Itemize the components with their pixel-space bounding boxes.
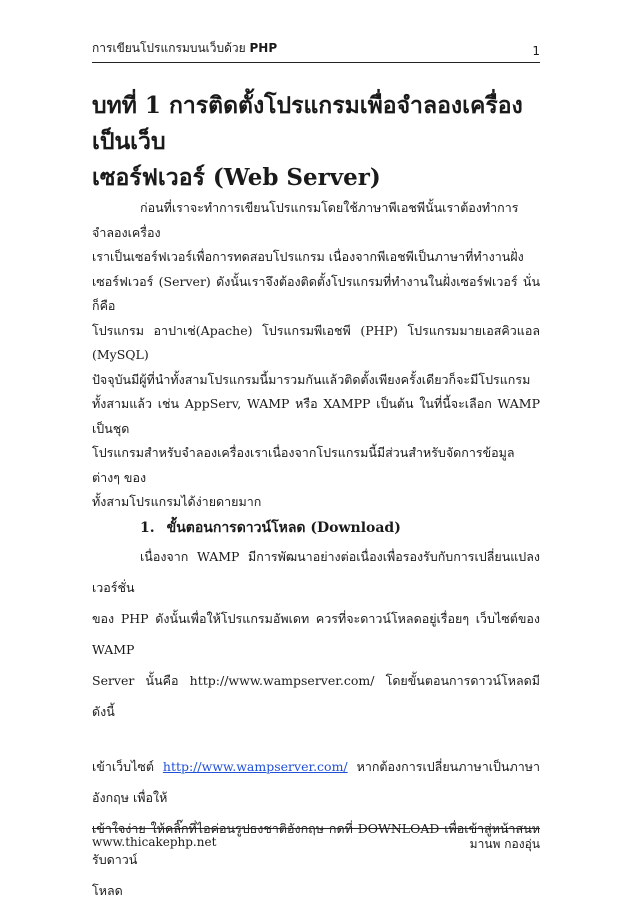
page-content [92,88,540,906]
footer-website: www.thicakephp.net [92,835,217,849]
intro-line: ปัจจุบันมีผู้ที่นำทั้งสามโปรแกรมนี้มารวมกันแล้วติดตั้งเพียงครั้งเดียวก็จะมีโปรแกรม [92,371,531,387]
spacer [92,727,540,751]
wampserver-link[interactable]: http://www.wampserver.com/ [162,758,348,774]
header-title-prefix: การเขียนโปรแกรมบนเว็บด้วย [92,41,250,55]
instructions-suffix: หากต้องการเปลี่ยนภาษาเป็นภาษาอังกฤษ เพื่อให้ [92,758,540,805]
intro-line: ก่อนที่เราจะทำการเขียนโปรแกรมโดยใช้ภาษาพีเอชพีนั้นเราต้องทำการจำลองเครื่อง [92,200,519,240]
intro-line: ทั้งสามโปรแกรมได้ง่ายดายมาก [92,494,262,509]
instructions-line-2: เข้าใจง่าย ให้คลิ๊กที่ไอค่อนรูปธงชาติอังกฤษ กดที่ DOWNLOAD เพื่อเข้าสู่หน้าสนหรับดาวน์ [92,820,540,867]
section-number: 1. [140,519,155,536]
intro-line: ทั้งสามแล้ว เช่น AppServ, WAMP หรือ XAMPP เป็นต้น ในที่นี้จะเลือก WAMP เป็นชุด [92,396,540,436]
section1-line: Server นั้นคือ http://www.wampserver.com/ โดยขั้นตอนการดาวน์โหลดมีดังนี้ [92,672,540,719]
chapter-title-line-1: บทที่ 1 การติดตั้งโปรแกรมเพื่อจำลองเครื่องเป็นเว็บ [92,92,523,155]
intro-paragraph [92,196,540,515]
header-title [92,39,277,58]
section1-line: เนื่องจาก WAMP มีการพัฒนาอย่างต่อเนื่องเพื่อรองรับกับการเปลี่ยนแปลงเวอร์ชั่น [92,548,540,595]
chapter-title [92,88,540,196]
instructions-line-3: โหลด [92,882,123,898]
intro-line: โปรแกรมสำหรับจำลองเครื่องเราเนื่องจากโปรแกรมนี้มีส่วนสำหรับจัดการข้อมูลต่างๆ ของ [92,445,515,485]
intro-line: เซอร์ฟเวอร์ (Server) ดังนั้นเราจึงต้องติดตั้งโปรแกรมที่ทำงานในฝั่งเซอร์ฟเวอร์ นั่นก็คือ [92,273,540,313]
instructions-line-1 [92,751,540,813]
section-heading-download [92,515,540,541]
header-title-bold: PHP [249,41,278,55]
instructions-prefix: เข้าเว็บไซต์ [92,758,163,774]
section1-line: ของ PHP ดังนั้นเพื่อให้โปรแกรมอัพเดท ควรที่จะดาวน์โหลดอยู่เรื่อยๆ เว็บไซต์ของ WAMP [92,610,540,657]
section1-paragraph [92,541,540,727]
section-title: ขั้นตอนการดาวน์โหลด (Download) [166,519,401,536]
intro-line: เราเป็นเซอร์ฟเวอร์เพื่อการทดสอบโปรแกรม เนื่องจากพีเอชพีเป็นภาษาที่ทำงานฝั่ง [92,249,524,264]
page-footer [92,828,540,854]
footer-author: มานพ กองอุ่น [469,837,540,851]
chapter-title-line-2: เซอร์ฟเวอร์ (Web Server) [92,164,381,191]
intro-line: โปรแกรม อาปาเช่(Apache) โปรแกรมพีเอชพี (PHP) โปรแกรมมายเอสคิวแอล (MySQL) [92,322,540,362]
page-number: 1 [532,44,540,58]
page-header [92,38,540,63]
